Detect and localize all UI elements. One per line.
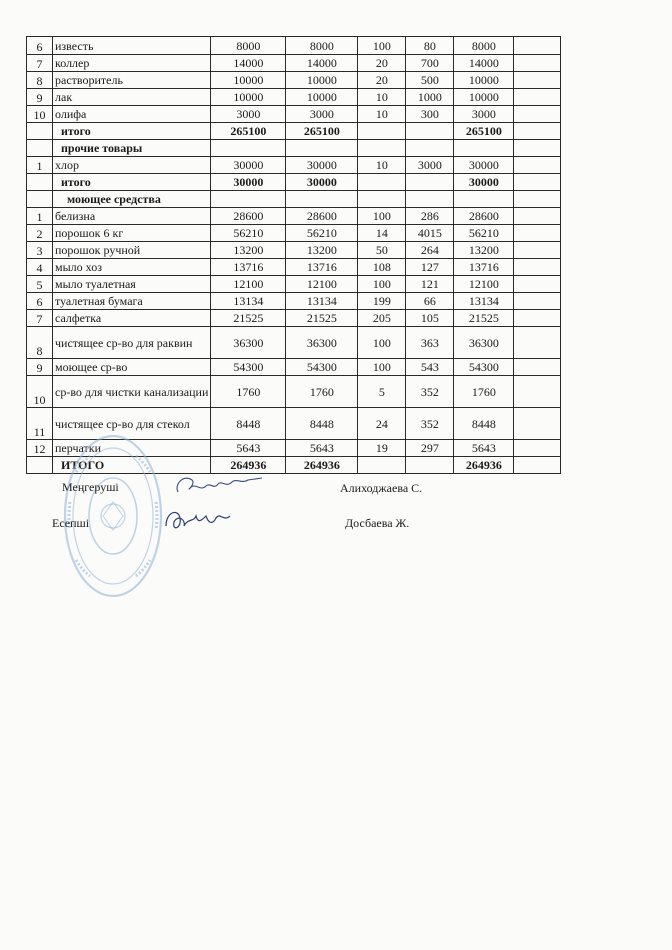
- empty-cell: [514, 310, 561, 327]
- unit-price: 352: [406, 376, 454, 408]
- empty-cell: [406, 174, 454, 191]
- item-name: порошок ручной: [53, 242, 211, 259]
- actual-amount: 56210: [286, 225, 358, 242]
- quantity: 108: [358, 259, 406, 276]
- table-row: [27, 242, 561, 259]
- accountant-name: Досбаева Ж.: [345, 516, 410, 530]
- row-number: 10: [27, 376, 53, 408]
- total-actual: 264936: [286, 457, 358, 474]
- row-number: 9: [27, 359, 53, 376]
- table-row: [27, 208, 561, 225]
- empty-cell: [514, 191, 561, 208]
- line-total: 14000: [454, 55, 514, 72]
- planned-amount: 13200: [211, 242, 286, 259]
- line-total: 10000: [454, 89, 514, 106]
- actual-amount: 13134: [286, 293, 358, 310]
- item-name: растворитель: [53, 72, 211, 89]
- quantity: 20: [358, 55, 406, 72]
- table-row: [27, 72, 561, 89]
- total-row: [27, 123, 561, 140]
- quantity: 10: [358, 157, 406, 174]
- planned-amount: 13716: [211, 259, 286, 276]
- quantity: 100: [358, 37, 406, 55]
- manager-signature: [170, 470, 270, 500]
- empty-cell: [514, 37, 561, 55]
- row-number: 9: [27, 89, 53, 106]
- empty-cell: [286, 140, 358, 157]
- accountant-signature: [160, 502, 240, 536]
- unit-price: 363: [406, 327, 454, 359]
- actual-amount: 8448: [286, 408, 358, 440]
- item-name: мыло хоз: [53, 259, 211, 276]
- quantity: 14: [358, 225, 406, 242]
- empty-cell: [211, 191, 286, 208]
- planned-amount: 3000: [211, 106, 286, 123]
- actual-amount: 12100: [286, 276, 358, 293]
- unit-price: 80: [406, 37, 454, 55]
- table-row: [27, 310, 561, 327]
- item-name: известь: [53, 37, 211, 55]
- line-total: 56210: [454, 225, 514, 242]
- row-number: 12: [27, 440, 53, 457]
- row-number: 8: [27, 327, 53, 359]
- total-planned: 265100: [211, 123, 286, 140]
- planned-amount: 13134: [211, 293, 286, 310]
- total-label: итого: [53, 123, 211, 140]
- line-total: 5643: [454, 440, 514, 457]
- quantity: 100: [358, 327, 406, 359]
- actual-amount: 13716: [286, 259, 358, 276]
- empty-cell: [211, 140, 286, 157]
- unit-price: 500: [406, 72, 454, 89]
- table-row: [27, 276, 561, 293]
- table-row: [27, 293, 561, 310]
- line-total: 8000: [454, 37, 514, 55]
- total-planned: 264936: [211, 457, 286, 474]
- item-name: хлор: [53, 157, 211, 174]
- empty-cell: [514, 293, 561, 310]
- planned-amount: 5643: [211, 440, 286, 457]
- accountant-label: Есепші: [52, 516, 90, 530]
- row-number: 8: [27, 72, 53, 89]
- item-name: салфетка: [53, 310, 211, 327]
- empty-cell: [514, 123, 561, 140]
- planned-amount: 56210: [211, 225, 286, 242]
- table-row: [27, 376, 561, 408]
- total-sum: 265100: [454, 123, 514, 140]
- empty-cell: [454, 191, 514, 208]
- empty-cell: [27, 191, 53, 208]
- actual-amount: 14000: [286, 55, 358, 72]
- unit-price: 264: [406, 242, 454, 259]
- quantity: 100: [358, 208, 406, 225]
- table-row: [27, 89, 561, 106]
- planned-amount: 10000: [211, 72, 286, 89]
- quantity: 24: [358, 408, 406, 440]
- item-name: олифа: [53, 106, 211, 123]
- total-label: итого: [53, 174, 211, 191]
- unit-price: 66: [406, 293, 454, 310]
- actual-amount: 21525: [286, 310, 358, 327]
- unit-price: 1000: [406, 89, 454, 106]
- item-name: ср-во для чистки канализации: [53, 376, 211, 408]
- actual-amount: 36300: [286, 327, 358, 359]
- actual-amount: 54300: [286, 359, 358, 376]
- quantity: 205: [358, 310, 406, 327]
- total-sum: 30000: [454, 174, 514, 191]
- row-number: 10: [27, 106, 53, 123]
- planned-amount: 10000: [211, 89, 286, 106]
- unit-price: 4015: [406, 225, 454, 242]
- quantity: 19: [358, 440, 406, 457]
- empty-cell: [454, 140, 514, 157]
- unit-price: 700: [406, 55, 454, 72]
- line-total: 3000: [454, 106, 514, 123]
- table-row: [27, 157, 561, 174]
- row-number: 1: [27, 157, 53, 174]
- empty-cell: [514, 457, 561, 474]
- empty-cell: [27, 457, 53, 474]
- item-name: чистящее ср-во для раквин: [53, 327, 211, 359]
- manager-label: Меңгеруші: [62, 480, 119, 494]
- line-total: 30000: [454, 157, 514, 174]
- unit-price: 3000: [406, 157, 454, 174]
- table-row: [27, 359, 561, 376]
- total-row: [27, 174, 561, 191]
- item-name: чистящее ср-во для стекол: [53, 408, 211, 440]
- item-name: перчатки: [53, 440, 211, 457]
- row-number: 6: [27, 37, 53, 55]
- total-actual: 265100: [286, 123, 358, 140]
- empty-cell: [514, 225, 561, 242]
- planned-amount: 30000: [211, 157, 286, 174]
- planned-amount: 14000: [211, 55, 286, 72]
- section-title: прочие товары: [53, 140, 211, 157]
- table-row: [27, 55, 561, 72]
- empty-cell: [514, 157, 561, 174]
- empty-cell: [27, 123, 53, 140]
- actual-amount: 8000: [286, 37, 358, 55]
- actual-amount: 5643: [286, 440, 358, 457]
- empty-cell: [406, 191, 454, 208]
- empty-cell: [27, 140, 53, 157]
- line-total: 10000: [454, 72, 514, 89]
- item-name: туалетная бумага: [53, 293, 211, 310]
- item-name: коллер: [53, 55, 211, 72]
- empty-cell: [358, 140, 406, 157]
- empty-cell: [514, 106, 561, 123]
- row-number: 7: [27, 310, 53, 327]
- empty-cell: [286, 191, 358, 208]
- manager-name: Алиходжаева С.: [340, 481, 423, 495]
- item-name: моющее ср-во: [53, 359, 211, 376]
- quantity: 100: [358, 276, 406, 293]
- actual-amount: 3000: [286, 106, 358, 123]
- empty-cell: [406, 140, 454, 157]
- empty-cell: [514, 174, 561, 191]
- line-total: 13134: [454, 293, 514, 310]
- planned-amount: 1760: [211, 376, 286, 408]
- empty-cell: [514, 276, 561, 293]
- empty-cell: [358, 123, 406, 140]
- line-total: 1760: [454, 376, 514, 408]
- section-header-row: [27, 191, 561, 208]
- empty-cell: [514, 376, 561, 408]
- goods-table: [26, 36, 561, 474]
- section-header-row: [27, 140, 561, 157]
- line-total: 13716: [454, 259, 514, 276]
- empty-cell: [514, 327, 561, 359]
- empty-cell: [514, 140, 561, 157]
- row-number: 2: [27, 225, 53, 242]
- table-row: [27, 37, 561, 55]
- unit-price: 105: [406, 310, 454, 327]
- empty-cell: [514, 72, 561, 89]
- actual-amount: 30000: [286, 157, 358, 174]
- row-number: 3: [27, 242, 53, 259]
- line-total: 13200: [454, 242, 514, 259]
- row-number: 7: [27, 55, 53, 72]
- empty-cell: [358, 174, 406, 191]
- actual-amount: 10000: [286, 72, 358, 89]
- empty-cell: [514, 242, 561, 259]
- empty-cell: [406, 457, 454, 474]
- line-total: 28600: [454, 208, 514, 225]
- section-title: моющее средства: [53, 191, 211, 208]
- table-row: [27, 259, 561, 276]
- quantity: 10: [358, 106, 406, 123]
- unit-price: 543: [406, 359, 454, 376]
- planned-amount: 12100: [211, 276, 286, 293]
- line-total: 8448: [454, 408, 514, 440]
- empty-cell: [514, 55, 561, 72]
- actual-amount: 10000: [286, 89, 358, 106]
- row-number: 5: [27, 276, 53, 293]
- row-number: 11: [27, 408, 53, 440]
- unit-price: 127: [406, 259, 454, 276]
- row-number: 4: [27, 259, 53, 276]
- line-total: 54300: [454, 359, 514, 376]
- empty-cell: [514, 259, 561, 276]
- planned-amount: 8448: [211, 408, 286, 440]
- total-planned: 30000: [211, 174, 286, 191]
- quantity: 199: [358, 293, 406, 310]
- item-name: белизна: [53, 208, 211, 225]
- unit-price: 300: [406, 106, 454, 123]
- quantity: 5: [358, 376, 406, 408]
- empty-cell: [514, 89, 561, 106]
- quantity: 10: [358, 89, 406, 106]
- table-row: [27, 327, 561, 359]
- line-total: 36300: [454, 327, 514, 359]
- row-number: 1: [27, 208, 53, 225]
- empty-cell: [358, 457, 406, 474]
- quantity: 100: [358, 359, 406, 376]
- unit-price: 297: [406, 440, 454, 457]
- total-actual: 30000: [286, 174, 358, 191]
- empty-cell: [514, 408, 561, 440]
- row-number: 6: [27, 293, 53, 310]
- actual-amount: 13200: [286, 242, 358, 259]
- actual-amount: 1760: [286, 376, 358, 408]
- empty-cell: [514, 359, 561, 376]
- quantity: 50: [358, 242, 406, 259]
- total-label: ИТОГО: [53, 457, 211, 474]
- empty-cell: [406, 123, 454, 140]
- planned-amount: 54300: [211, 359, 286, 376]
- actual-amount: 28600: [286, 208, 358, 225]
- item-name: лак: [53, 89, 211, 106]
- planned-amount: 8000: [211, 37, 286, 55]
- unit-price: 121: [406, 276, 454, 293]
- planned-amount: 36300: [211, 327, 286, 359]
- line-total: 12100: [454, 276, 514, 293]
- planned-amount: 21525: [211, 310, 286, 327]
- unit-price: 286: [406, 208, 454, 225]
- quantity: 20: [358, 72, 406, 89]
- table-row: [27, 225, 561, 242]
- empty-cell: [514, 440, 561, 457]
- table-row: [27, 106, 561, 123]
- line-total: 21525: [454, 310, 514, 327]
- empty-cell: [27, 174, 53, 191]
- empty-cell: [514, 208, 561, 225]
- unit-price: 352: [406, 408, 454, 440]
- item-name: мыло туалетная: [53, 276, 211, 293]
- empty-cell: [358, 191, 406, 208]
- total-sum: 264936: [454, 457, 514, 474]
- item-name: порошок 6 кг: [53, 225, 211, 242]
- planned-amount: 28600: [211, 208, 286, 225]
